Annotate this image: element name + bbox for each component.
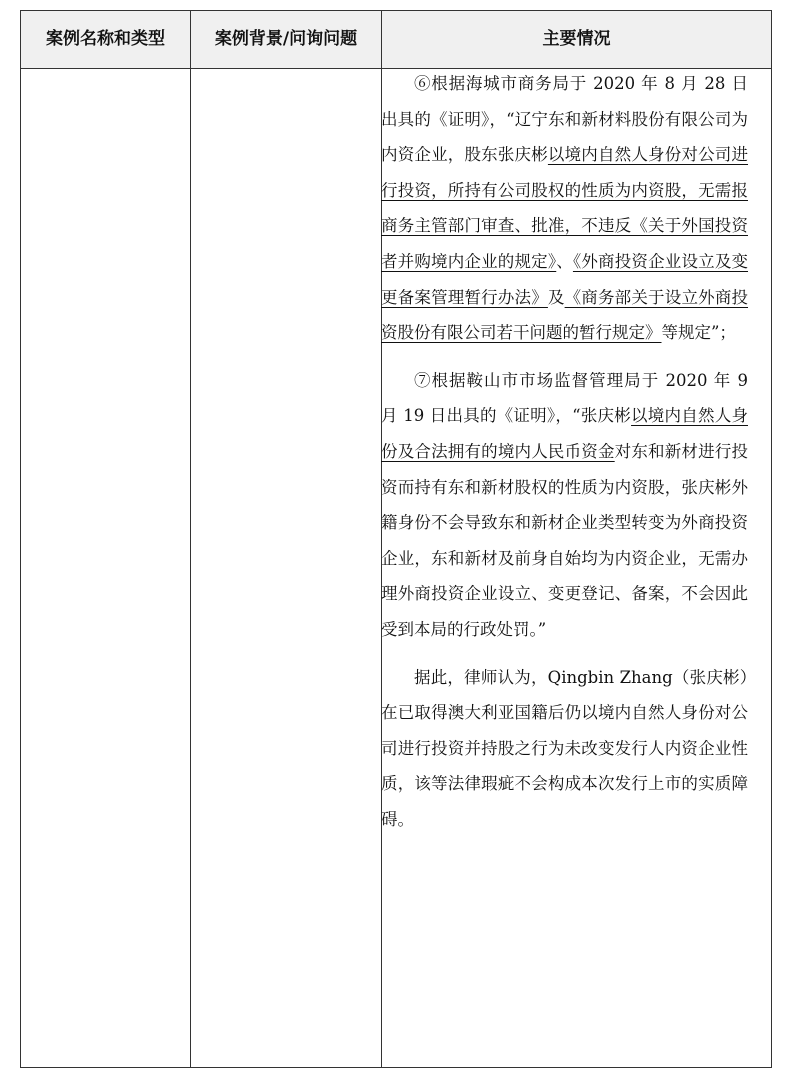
text: ⑦根据鞍山市市场监督管理局于 2020 年 9 月 19 日出具的《证明》，“张庆彬 xyxy=(381,370,748,426)
underlined-text: 《外商投资企业设立及变更备案管理暂行办法》 xyxy=(381,251,749,307)
column-divider xyxy=(190,11,191,1067)
text: 据此，律师认为，Qingbin Zhang（张庆彬）在已取得澳大利亚国籍后仍以境内自然人身份对公司进行投资并持股之行为未改变发行人内资企业性质，该等法律瑕疵不会构成本次发行上市的实质障碍。 xyxy=(381,667,748,829)
text: ⑥根据海城市商务局于 2020 年 8 月 28 日出具的《证明》，“辽宁东和新材料股份有限公司为内资企业，股东张庆彬 xyxy=(381,74,748,165)
header-main-situation: 主要情况 xyxy=(542,29,611,49)
text: 等规定”； xyxy=(661,323,736,343)
paragraph-haicheng-certificate xyxy=(381,66,748,351)
paragraph-anshan-certificate xyxy=(381,363,748,648)
main-situation-cell xyxy=(381,66,748,849)
paragraph-lawyer-opinion xyxy=(381,660,748,838)
text: 、 xyxy=(556,251,573,271)
header-case-name-type: 案例名称和类型 xyxy=(46,29,165,49)
underlined-text: 以境内自然人身份及合法拥有的境内人民币资金 xyxy=(381,406,748,461)
text: 及 xyxy=(547,287,565,307)
underlined-text: 以境内自然人身份对公司进行投资，所持有公司股权的性质为内资股，无需报商务主管部门审查、批准，不违反《关于外国投资者并购境内企业的规定》 xyxy=(381,145,749,271)
text: 对东和新材进行投资而持有东和新材股权的性质为内资股，张庆彬外籍身份不会导致东和新材企业类型转变为外商投资企业，东和新材及前身自始均为内资企业，无需办理外商投资企业设立、变更登记、备案，不会因此受到本局的行政处罚。” xyxy=(381,441,749,639)
header-case-background: 案例背景/问询问题 xyxy=(214,29,358,49)
table-header-row xyxy=(21,11,771,69)
underlined-text: 《商务部关于设立外商投资股份有限公司若干问题的暂行规定》 xyxy=(381,287,749,343)
